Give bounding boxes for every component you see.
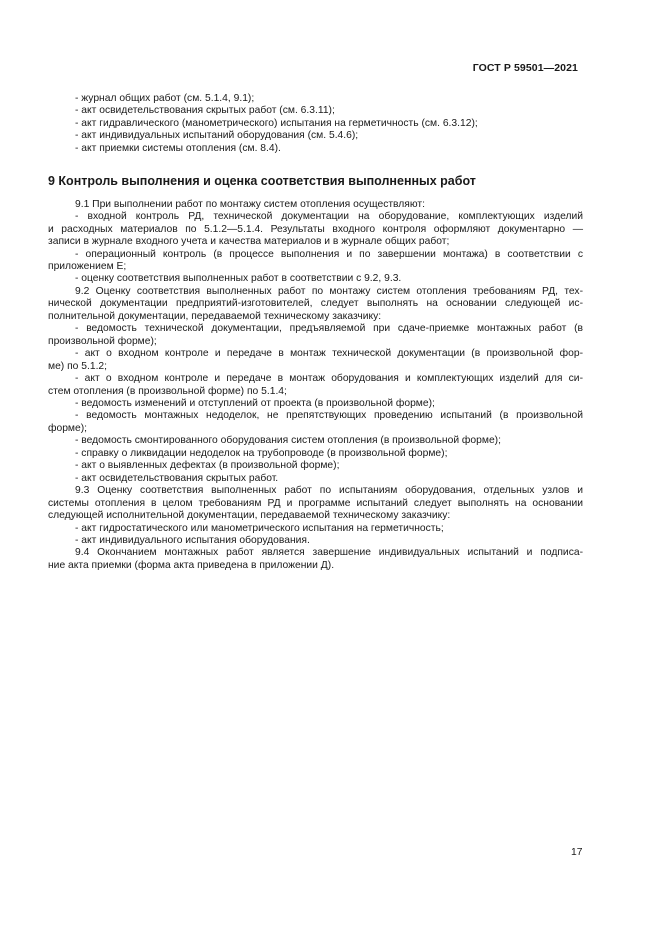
body-line: - входной контроль РД, технической документации на оборудование, комплектующих изделий bbox=[75, 211, 583, 223]
section-body bbox=[48, 199, 583, 573]
body-line: 9.3 Оценку соответствия выполненных работ по испытаниям оборудования, отдельных узлов и bbox=[75, 485, 583, 497]
body-line: записи в журнале входного учета и качества материалов и в журнале общих работ; bbox=[48, 236, 450, 248]
body-line: - акт освидетельствования скрытых работ. bbox=[75, 472, 279, 484]
body-line: - акт о выявленных дефектах (в произвольной форме); bbox=[75, 460, 340, 472]
body-line: - акт индивидуального испытания оборудования. bbox=[75, 534, 310, 546]
body-line: ние акта приемки (форма акта приведена в приложении Д). bbox=[48, 559, 335, 571]
body-line: ме) по 5.1.2; bbox=[48, 360, 108, 372]
body-line: стем отопления (в произвольной форме) по 5.1.4; bbox=[48, 385, 287, 397]
list-item: - журнал общих работ (см. 5.1.4, 9.1); bbox=[75, 93, 255, 104]
page-content bbox=[48, 93, 583, 572]
body-line: - оценку соответствия выполненных работ в соответствии с 9.2, 9.3. bbox=[75, 273, 402, 285]
top-list bbox=[48, 93, 583, 155]
body-line: - акт гидростатического или манометрического испытания на герметичность; bbox=[75, 522, 444, 534]
body-line: - акт о входном контроле и передаче в монтаж оборудования и комплектующих изделий для си- bbox=[75, 373, 583, 385]
document-header: ГОСТ Р 59501—2021 bbox=[472, 62, 578, 74]
body-line: 9.4 Окончанием монтажных работ является завершение индивидуальных испытаний и подписа- bbox=[75, 547, 583, 559]
body-line: приложением Е; bbox=[48, 260, 127, 272]
body-line: - справку о ликвидации недоделок на трубопроводе (в произвольной форме); bbox=[75, 447, 448, 459]
body-line: 9.1 При выполнении работ по монтажу систем отопления осуществляют: bbox=[75, 198, 425, 210]
body-line: следующей исполнительной документации, передаваемой техническому заказчику: bbox=[48, 510, 451, 522]
body-line: - ведомость технической документации, предъявляемой при сдаче-приемке монтажных работ (в bbox=[75, 323, 583, 335]
body-line: системы отопления в целом требованиям РД и программе испытаний следует выполнять на основании bbox=[48, 497, 583, 509]
body-line: форме); bbox=[48, 422, 88, 434]
body-line: - ведомость изменений и отступлений от проекта (в произвольной форме); bbox=[75, 397, 435, 409]
body-line: полнительной документации, передаваемой техническому заказчику: bbox=[48, 310, 382, 322]
body-line: - операционный контроль (в процессе выполнения и по завершении монтажа) в соответствии с bbox=[75, 248, 583, 260]
body-line: и расходных материалов по 5.1.2—5.1.4. Результаты входного контроля оформляют документарно — bbox=[48, 223, 583, 235]
body-line: произвольной форме); bbox=[48, 335, 157, 347]
list-item: - акт индивидуальных испытаний оборудования (см. 5.4.6); bbox=[75, 130, 359, 142]
body-line: - ведомость монтажных недоделок, не препятствующих проведению испытаний (в произвольной bbox=[75, 410, 583, 422]
body-line: - ведомость смонтированного оборудования систем отопления (в произвольной форме); bbox=[75, 435, 501, 447]
list-item: - акт приемки системы отопления (см. 8.4). bbox=[75, 142, 281, 154]
section-heading: 9 Контроль выполнения и оценка соответствия выполненных работ bbox=[48, 174, 476, 189]
body-line: 9.2 Оценку соответствия выполненных работ по монтажу систем отопления требованиям РД, тех- bbox=[75, 285, 583, 297]
page-number: 17 bbox=[571, 847, 583, 858]
body-line: - акт о входном контроле и передаче в монтаж технической документации (в произвольной фор- bbox=[75, 348, 583, 360]
list-item: - акт освидетельствования скрытых работ (см. 6.3.11); bbox=[75, 105, 335, 117]
body-line: нической документации предприятий-изготовителей, следует выполнять на основании следующей ис- bbox=[48, 298, 583, 310]
list-item: - акт гидравлического (манометрического) испытания на герметичность (см. 6.3.12); bbox=[75, 117, 478, 129]
